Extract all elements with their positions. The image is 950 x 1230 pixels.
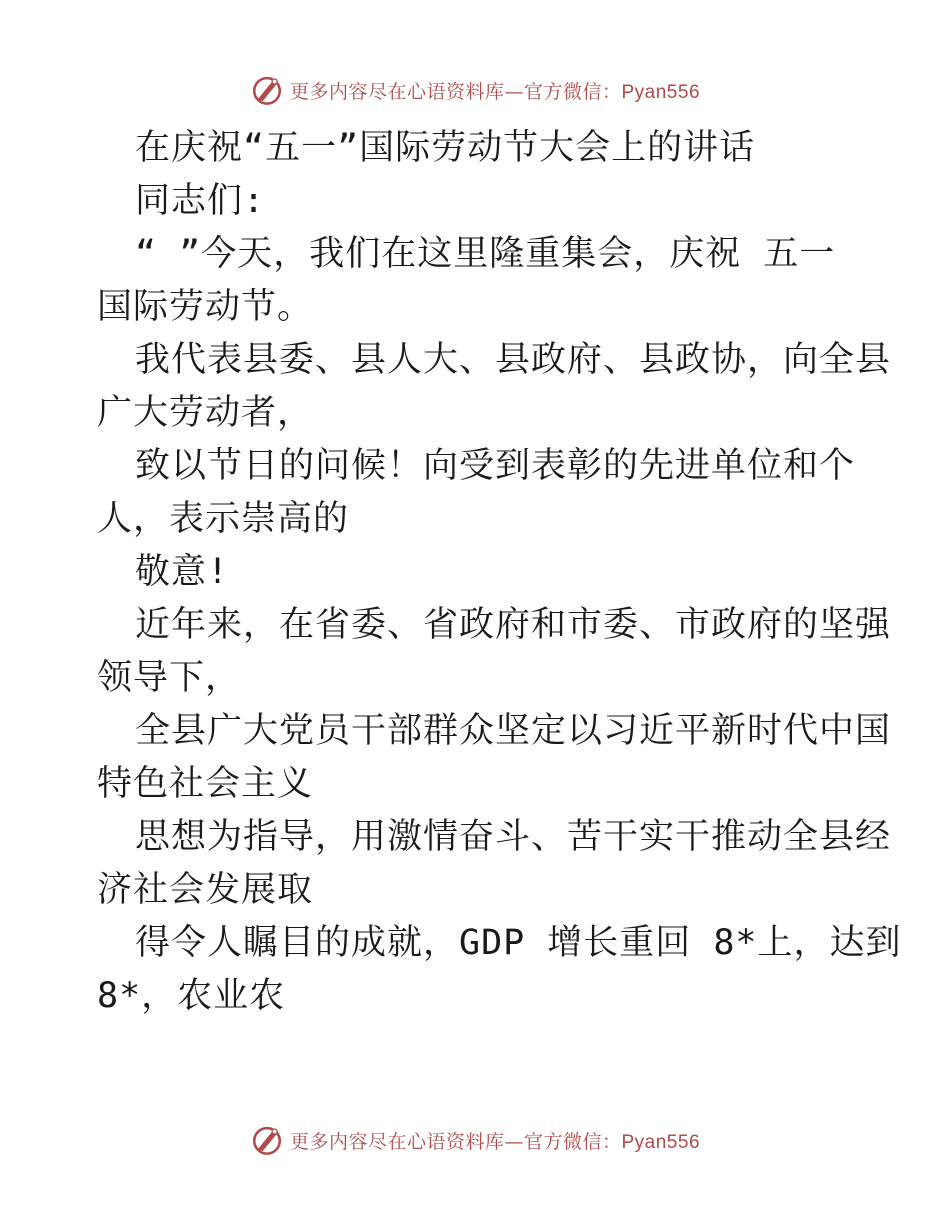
paragraph-line: 我代表县委、县人大、县政府、县政协，向全县 bbox=[135, 340, 892, 380]
greeting: 同志们: bbox=[135, 181, 266, 221]
pen-logo-icon bbox=[250, 1123, 284, 1157]
paragraph-line: 领导下， bbox=[97, 658, 242, 698]
watermark-label: 更多内容尽在心语资料库—官方微信：Pyan556 bbox=[289, 1130, 701, 1153]
paragraph-line: 特色社会主义 bbox=[97, 764, 314, 804]
paragraph-line: 8*，农业农 bbox=[97, 976, 286, 1016]
paragraph-line: 广大劳动者， bbox=[97, 393, 314, 433]
paragraph-line: 国际劳动节。 bbox=[97, 287, 314, 327]
paragraph-line: 思想为指导，用激情奋斗、苦干实干推动全县经 bbox=[135, 817, 892, 857]
paragraph-line: 人，表示崇高的 bbox=[97, 499, 350, 539]
paragraph-line: “ ”今天，我们在这里隆重集会，庆祝 五一 bbox=[135, 234, 836, 274]
paragraph-line: 得令人瞩目的成就，GDP 增长重回 8*上，达到 bbox=[135, 923, 902, 963]
document-title: 在庆祝“五一”国际劳动节大会上的讲话 bbox=[135, 128, 756, 168]
watermark-label: 更多内容尽在心语资料库—官方微信：Pyan556 bbox=[289, 80, 701, 103]
header-watermark bbox=[0, 70, 950, 110]
document-body bbox=[97, 122, 902, 1023]
paragraph-line: 敬意! bbox=[135, 552, 230, 592]
footer-watermark bbox=[0, 1120, 950, 1160]
pen-logo-icon bbox=[250, 73, 284, 107]
paragraph-line: 近年来，在省委、省政府和市委、市政府的坚强 bbox=[135, 605, 892, 645]
paragraph-line: 致以节日的问候！向受到表彰的先进单位和个 bbox=[135, 446, 856, 486]
paragraph-line: 济社会发展取 bbox=[97, 870, 314, 910]
paragraph-line: 全县广大党员干部群众坚定以习近平新时代中国 bbox=[135, 711, 892, 751]
